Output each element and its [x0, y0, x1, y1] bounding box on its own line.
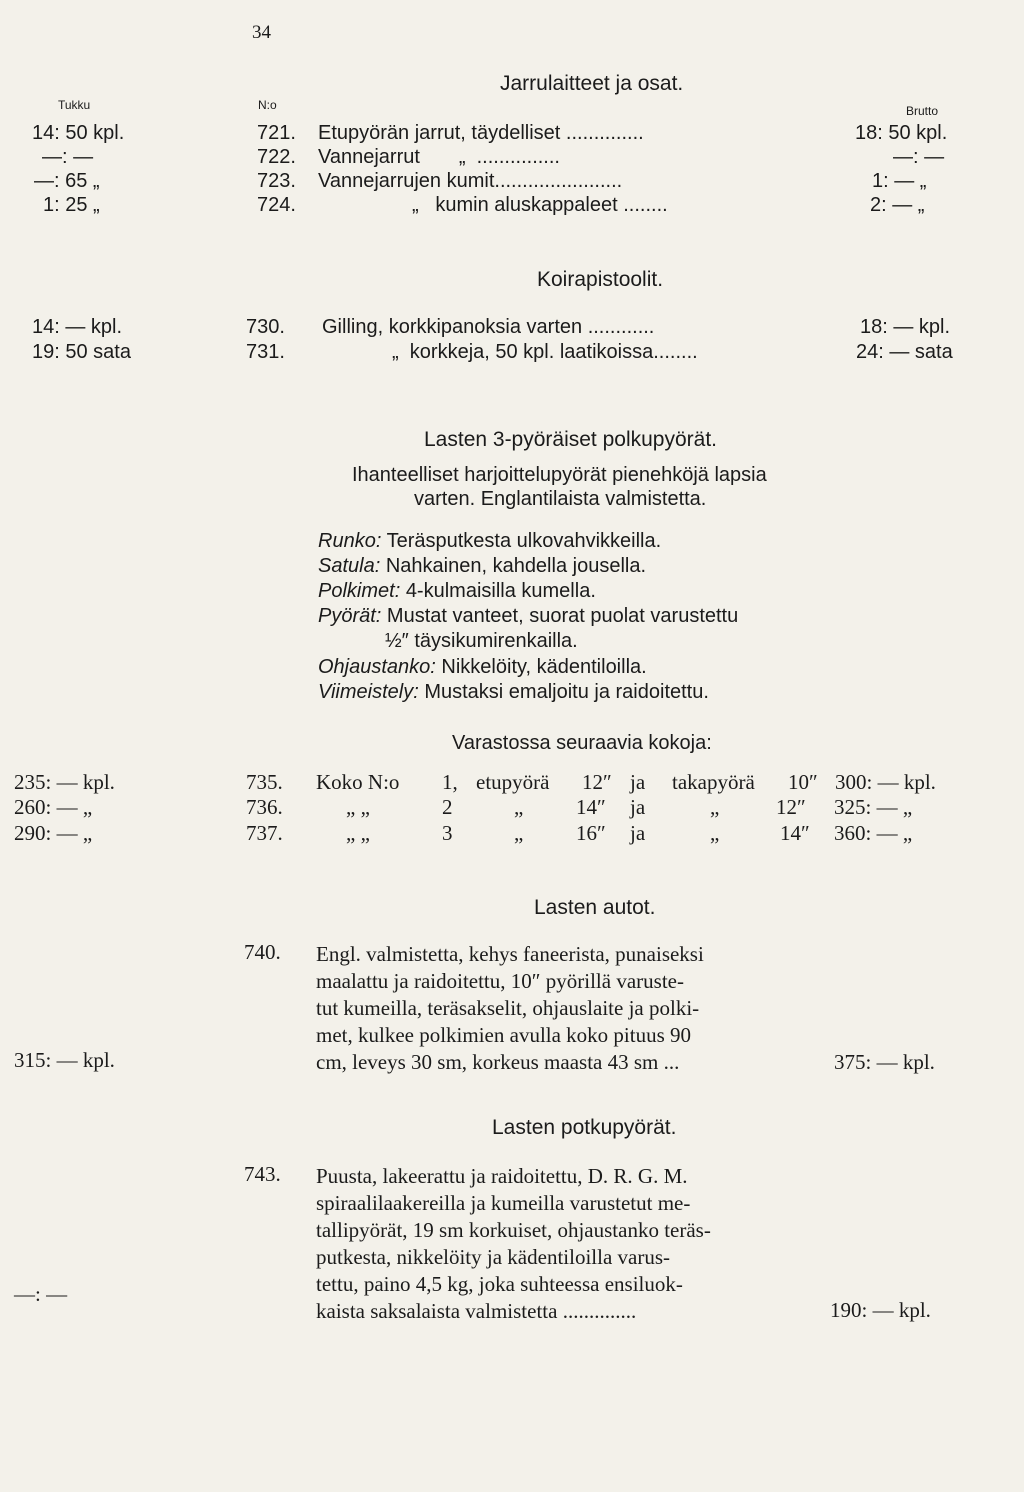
description-line: putkesta, nikkelöity ja kädentiloilla varus- — [316, 1245, 670, 1269]
spec-line: Runko: Teräsputkesta ulkovahvikkeilla. — [318, 530, 662, 552]
retail-price: —: — — [893, 146, 945, 168]
spec-line: Ohjaustanko: Nikkelöity, kädentiloilla. — [318, 656, 647, 678]
front-wheel-size: 14″ — [576, 795, 606, 819]
section-title-lasten-autot: Lasten autot. — [534, 896, 656, 919]
description-line: spiraalilaakereilla ja kumeilla varustetut me- — [316, 1191, 691, 1215]
column-header-brutto: Brutto — [906, 104, 939, 118]
item-number: 723. — [257, 170, 296, 192]
conjunction: ja — [630, 795, 646, 819]
description-line: tallipyörät, 19 sm korkuiset, ohjaustanko teräs- — [316, 1218, 711, 1242]
size-label: „ „ — [346, 795, 370, 819]
wholesale-price: 260: — „ — [14, 795, 93, 819]
conjunction: ja — [630, 821, 646, 845]
front-wheel-size: 12″ — [582, 770, 612, 794]
section-title-koirapistoolit: Koirapistoolit. — [537, 268, 664, 291]
retail-price: 24: — sata — [856, 341, 953, 363]
item-number: 730. — [246, 316, 285, 338]
retail-price: 1: — „ — [872, 170, 927, 192]
item-number: 743. — [244, 1162, 281, 1186]
item-description: Gilling, korkkipanoksia varten ............ — [322, 316, 655, 338]
section-title-kolmipyoraiset: Lasten 3-pyöräiset polkupyörät. — [424, 428, 718, 451]
wholesale-price: 290: — „ — [14, 821, 93, 845]
intro-line: varten. Englantilaista valmistetta. — [414, 488, 707, 510]
column-header-number: N:o — [258, 98, 277, 112]
page-number: 34 — [252, 22, 271, 43]
section-title-jarrulaitteet: Jarrulaitteet ja osat. — [500, 72, 684, 95]
description-line: maalattu ja raidoitettu, 10″ pyörillä varuste- — [316, 969, 684, 993]
item-number: 721. — [257, 122, 296, 144]
rear-wheel-label: „ — [710, 821, 720, 845]
retail-price: 360: — „ — [834, 821, 913, 845]
wholesale-price: 14: 50 kpl. — [32, 122, 125, 144]
size-number: 3 — [442, 821, 453, 845]
size-number: 2 — [442, 795, 453, 819]
spec-line: Polkimet: 4-kulmaisilla kumella. — [318, 580, 596, 602]
retail-price: 375: — kpl. — [834, 1050, 935, 1074]
item-number: 740. — [244, 940, 281, 964]
item-description: Etupyörän jarrut, täydelliset .............. — [318, 122, 644, 144]
wholesale-price: 14: — kpl. — [32, 316, 123, 338]
rear-wheel-size: 10″ — [788, 770, 818, 794]
stock-note: Varastossa seuraavia kokoja: — [452, 732, 712, 754]
retail-price: 18: 50 kpl. — [855, 122, 948, 144]
wholesale-price: —: 65 „ — [34, 170, 100, 192]
rear-wheel-size: 14″ — [780, 821, 810, 845]
conjunction: ja — [630, 770, 646, 794]
item-number: 731. — [246, 341, 285, 363]
item-number: 724. — [257, 194, 296, 216]
description-line: Engl. valmistetta, kehys faneerista, punaiseksi — [316, 942, 704, 966]
description-line: kaista saksalaista valmistetta .............. — [316, 1299, 637, 1323]
wholesale-price: 235: — kpl. — [14, 770, 115, 794]
size-number: 1, — [442, 770, 458, 794]
retail-price: 300: — kpl. — [835, 770, 936, 794]
item-number: 735. — [246, 770, 283, 794]
spec-line: Satula: Nahkainen, kahdella jousella. — [318, 555, 647, 577]
description-line: tettu, paino 4,5 kg, joka suhteessa ensiluok- — [316, 1272, 683, 1296]
description-line: cm, leveys 30 sm, korkeus maasta 43 sm ... — [316, 1050, 680, 1074]
item-description: Vannejarrujen kumit....................... — [318, 170, 623, 192]
item-number: 737. — [246, 821, 283, 845]
item-number: 722. — [257, 146, 296, 168]
wholesale-price: —: — — [42, 146, 94, 168]
retail-price: 190: — kpl. — [830, 1298, 931, 1322]
spec-line: Pyörät: Mustat vanteet, suorat puolat varustettu — [318, 605, 739, 627]
section-title-lasten-potkupyorat: Lasten potkupyörät. — [492, 1116, 677, 1139]
retail-price: 18: — kpl. — [860, 316, 951, 338]
front-wheel-label: „ — [514, 821, 524, 845]
item-description: „ korkkeja, 50 kpl. laatikoissa........ — [392, 341, 698, 363]
item-description: Vannejarrut „ ............... — [318, 146, 560, 168]
item-number: 736. — [246, 795, 283, 819]
spec-line: ½″ täysikumirenkailla. — [385, 630, 578, 652]
description-line: met, kulkee polkimien avulla koko pituus 90 — [316, 1023, 692, 1047]
retail-price: 325: — „ — [834, 795, 913, 819]
wholesale-price: 1: 25 „ — [43, 194, 100, 216]
wholesale-price: 19: 50 sata — [32, 341, 131, 363]
item-description: „ kumin aluskappaleet ........ — [412, 194, 668, 216]
wholesale-price: 315: — kpl. — [14, 1048, 115, 1072]
front-wheel-label: etupyörä — [476, 770, 550, 794]
column-header-tukku: Tukku — [58, 98, 91, 112]
size-label: „ „ — [346, 821, 370, 845]
rear-wheel-label: takapyörä — [672, 770, 755, 794]
size-label: Koko N:o — [316, 770, 400, 794]
wholesale-price: —: — — [14, 1282, 68, 1306]
rear-wheel-size: 12″ — [776, 795, 806, 819]
description-line: Puusta, lakeerattu ja raidoitettu, D. R. G. M. — [316, 1164, 688, 1188]
spec-line: Viimeistely: Mustaksi emaljoitu ja raidoitettu. — [318, 681, 709, 703]
description-line: tut kumeilla, teräsakselit, ohjauslaite ja polki- — [316, 996, 700, 1020]
retail-price: 2: — „ — [870, 194, 925, 216]
front-wheel-label: „ — [514, 795, 524, 819]
front-wheel-size: 16″ — [576, 821, 606, 845]
intro-line: Ihanteelliset harjoittelupyörät pienehköjä lapsia — [352, 464, 767, 486]
rear-wheel-label: „ — [710, 795, 720, 819]
